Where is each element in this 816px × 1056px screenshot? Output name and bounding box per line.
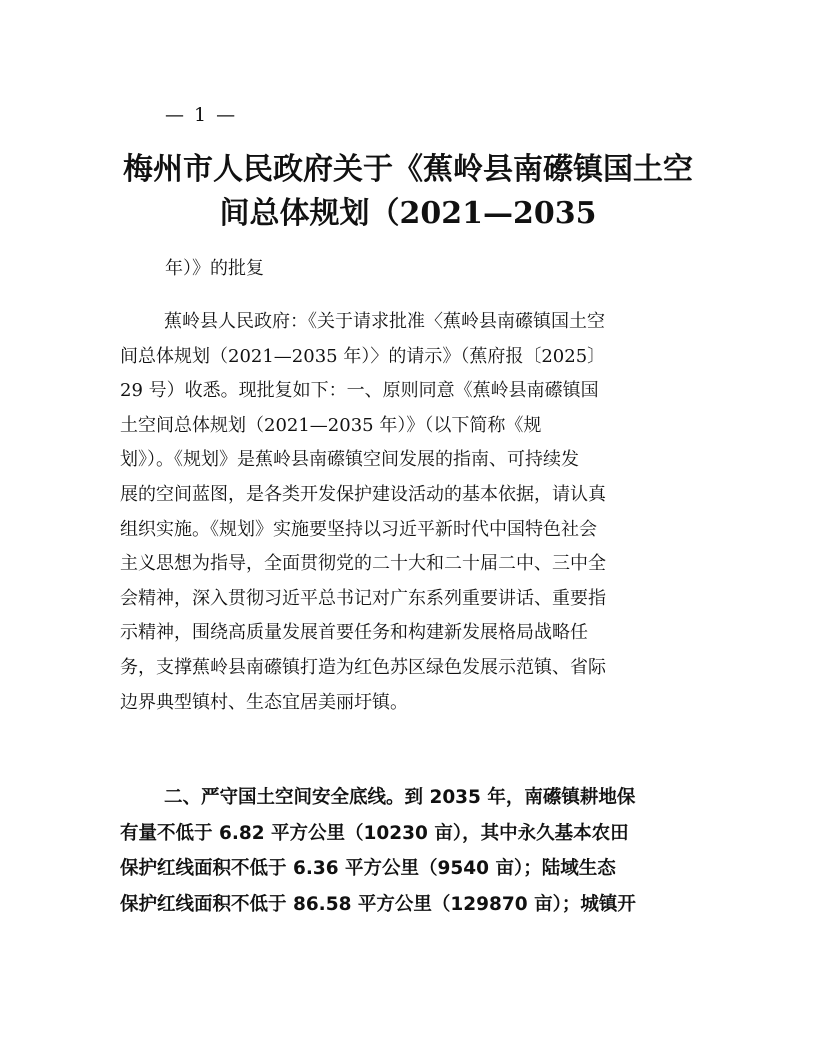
paragraph-line: 土空间总体规划（2021—2035 年）》（以下简称《规 — [120, 414, 542, 436]
paragraph-line: 二、严守国土空间安全底线。到 2035 年，南礤镇耕地保 — [164, 787, 636, 808]
paragraph-line: 划》）。《规划》是蕉岭县南礤镇空间发展的指南、可持续发 — [120, 449, 579, 471]
paragraph-line: 示精神，围绕高质量发展首要任务和构建新发展格局战略任 — [120, 622, 588, 644]
paragraph-line: 主义思想为指导，全面贯彻党的二十大和二十届二中、三中全 — [120, 553, 606, 575]
paragraph-line: 间总体规划（2021—2035 年）〉的请示》（蕉府报〔2025〕 — [120, 345, 606, 367]
body-paragraph-1 — [120, 305, 710, 720]
paragraph-line: 务，支撑蕉岭县南礤镇打造为红色苏区绿色发展示范镇、省际 — [120, 656, 606, 678]
paragraph-line: 保护红线面积不低于 86.58 平方公里（129870 亩）；城镇开 — [120, 893, 636, 915]
paragraph-line: 有量不低于 6.82 平方公里（10230 亩），其中永久基本农田 — [120, 822, 629, 844]
paragraph-line: 边界典型镇村、生态宜居美丽圩镇。 — [120, 691, 408, 713]
title-line-1: 梅州市人民政府关于《蕉岭县南礤镇国土空 — [123, 152, 693, 187]
document-title — [112, 148, 704, 236]
paragraph-line: 组织实施。《规划》实施要坚持以习近平新时代中国特色社会 — [120, 518, 597, 540]
paragraph-line: 保护红线面积不低于 6.36 平方公里（9540 亩）；陆域生态 — [120, 858, 616, 879]
paragraph-line: 蕉岭县人民政府：《关于请求批准〈蕉岭县南礤镇国土空 — [164, 311, 605, 332]
title-line-2: 间总体规划（2021—2035 — [219, 196, 597, 231]
body-paragraph-2 — [120, 780, 710, 922]
page-number: — 1 — — [165, 104, 238, 126]
title-continuation: 年）》的批复 — [165, 258, 264, 279]
paragraph-line: 展的空间蓝图，是各类开发保护建设活动的基本依据，请认真 — [120, 483, 606, 505]
paragraph-line: 29 号）收悉。现批复如下：一、原则同意《蕉岭县南礤镇国 — [120, 380, 599, 402]
paragraph-line: 会精神，深入贯彻习近平总书记对广东系列重要讲话、重要指 — [120, 587, 606, 609]
